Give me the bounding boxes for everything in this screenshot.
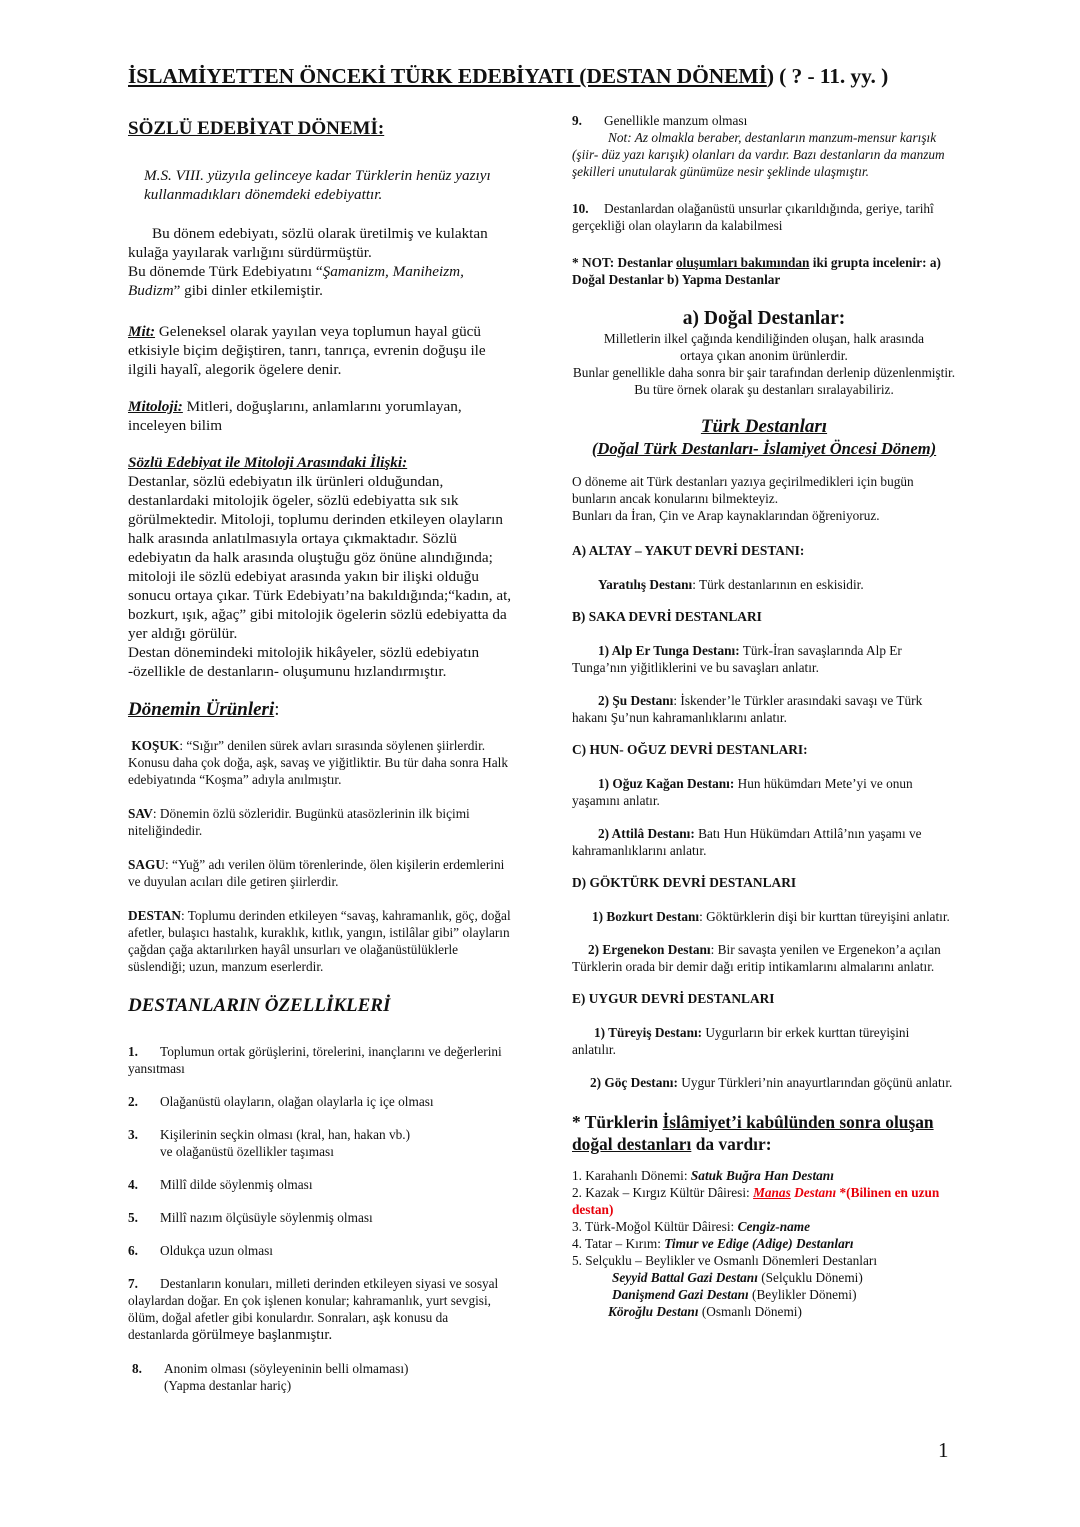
product-item [128,856,512,890]
feature-text: Oldukça uzun olması [160,1243,273,1258]
feature-text: Toplumun ortak görüşlerini, törelerini, inançlarını ve değerlerini yansıtması [128,1044,502,1076]
later-label: 5. Selçuklu – Beylikler ve Osmanlı Dönemleri Destanları [572,1253,878,1268]
destan-item [572,825,956,859]
feature-9-note: Not: Az olmakla beraber, destanların manzum-mensur karışık (şiir- düz yazı karışık) olanları da vardır. Bazı destanların da manzum şekilleri unutularak günümüze nesir şeklinde ulaşmıştır. [572,130,945,179]
destan-name: Yaratılış Destanı [598,577,693,592]
not-underlined: oluşumları bakımından [676,255,810,270]
feature-number: 7. [128,1276,138,1291]
dogal-destanlar-heading: a) Doğal Destanlar: [682,308,846,329]
feature-text-2: ve olağanüstü özellikler taşıması [160,1144,334,1159]
destan-item [572,576,956,593]
feature-9 [572,112,956,129]
product-item [128,805,512,839]
paragraph-2-religions: Şamanizm, Maniheizm, Budizm [128,263,464,299]
feature-10 [572,200,956,234]
islam-sonrasi-heading [572,1111,956,1155]
not-destanlar [572,254,956,288]
destan-text: Hun hükümdarı Mete’yi ve onun yaşamını anlatır. [572,776,913,808]
page-title-suffix: ) ( ? - 11. yy. ) [766,64,889,88]
page-number: 1 [938,1438,949,1462]
later-name-manas: Manas [753,1185,791,1200]
page-title-main: İSLAMİYETTEN ÖNCEKİ TÜRK EDEBİYATI (DESTAN DÖNEMİ [128,64,767,88]
feature-item [128,1209,512,1226]
feature-item [128,1242,512,1259]
later-label: 2. Kazak – Kırgız Kültür Dâiresi: [572,1185,754,1200]
later-sub-era: (Selçuklu Dönemi) [757,1270,863,1285]
product-text: : “Yuğ” adı verilen ölüm törenlerinde, ölen kişilerin erdemlerini ve duyulan acıları dile getiren şiirlerdir. [128,857,505,889]
later-sub-name: Danişmend Gazi Destanı [612,1287,749,1302]
later-item [572,1235,956,1252]
destan-text: : Türk destanlarının en eskisidir. [692,577,864,592]
destan-item [572,908,956,925]
product-text: : “Sığır” denilen sürek avları sırasında söylenen şiirlerdir. Konusu daha çok doğa, aşk, savaş ve yiğitliktir. Bu tür daha sonra Halk edebiyatında “Koşma” adıyla anılmıştır. [128,738,508,787]
destan-name: 2) Şu Destanı [598,693,674,708]
later-sub-item [572,1303,956,1320]
turk-destanlari-heading: Türk Destanları [700,416,828,437]
feature-text: Destanlardan olağanüstü unsurlar çıkarıldığında, geriye, tarihî gerçekliği olan olayların da kalabilmesi [572,201,934,233]
mitoloji-definition [128,397,512,435]
mitoloji-def: Mitleri, doğuşlarını, anlamlarını yorumlayan, inceleyen bilim [128,398,462,434]
period-heading: B) SAKA DEVRİ DESTANLARI [572,609,762,624]
destan-name: 2) Attilâ Destanı: [598,826,695,841]
right-column [572,112,956,1320]
paragraph-1: Bu dönem edebiyatı, sözlü olarak üretilmiş ve kulaktan kulağa yayılarak varlığını sürdürmüştür. [128,225,488,261]
feature-text-2: (Yapma destanlar hariç) [164,1378,292,1393]
feature-number: 8. [132,1361,142,1376]
iliski-text-2: Destan dönemindeki mitolojik hikâyeler, sözlü edebiyatın -özellikle de destanların- oluşumunu hızlandırmıştır. [128,644,480,680]
urunler-colon: : [274,699,280,720]
destan-item [572,642,956,676]
turk-destanlari-subheading: (Doğal Türk Destanları- İslamiyet Öncesi Dönem) [591,439,937,458]
destan-text: Türk-İran savaşlarında Alp Er Tunga’nın yiğitliklerini ve bu savaşları anlatır. [572,643,902,675]
islam-underlined-2: doğal destanları [572,1134,692,1154]
feature-item [128,1043,512,1077]
later-sub-item [572,1269,956,1286]
feature-text: Genellikle manzum olması [604,113,748,128]
feature-number: 4. [128,1177,138,1192]
period-heading: C) HUN- OĞUZ DEVRİ DESTANLARI: [572,742,808,757]
feature-item [128,1176,512,1193]
later-name: Satuk Buğra Han Destanı [690,1168,834,1183]
later-label: 3. Türk-Moğol Kültür Dâiresi: [572,1219,738,1234]
product-item [128,907,512,975]
period-heading: A) ALTAY – YAKUT DEVRİ DESTANI: [572,543,805,558]
sozlu-edebiyat-heading: SÖZLÜ EDEBİYAT DÖNEMİ: [128,118,385,139]
feature-number: 5. [128,1210,138,1225]
feature-number: 10. [572,201,589,216]
not-post: iki grupta incelenir: a) Doğal Destanlar b) Yapma Destanlar [572,255,941,287]
feature-number: 2. [128,1094,138,1109]
features-list [128,1043,512,1394]
product-term: KOŞUK [131,738,180,753]
islam-post: da vardır: [691,1134,772,1154]
product-text: : Toplumu derinden etkileyen “savaş, kahramanlık, göç, doğal afetler, bulaşıcı hastalık, kuraklık, kıtlık, yangın, istilâlar gibi” olayların çağdan çağa aktarılırken hayâl unsurları ve olağanüstülüklerle süslendiği; uzun, manzum eserlerdir. [128,908,511,974]
later-sub-era: (Osmanlı Dönemi) [698,1304,802,1319]
product-item [128,737,512,788]
mitoloji-term: Mitoloji: [128,398,183,415]
destan-text: Uygur Türkleri’nin anayurtlarından göçünü anlatır. [677,1075,953,1090]
feature-number: 9. [572,113,582,128]
feature-item [128,1275,512,1344]
product-term: DESTAN [128,908,181,923]
mit-term: Mit: [128,323,156,340]
feature-text: Millî nazım ölçüsüyle söylenmiş olması [160,1210,373,1225]
later-item [572,1218,956,1235]
later-sub-item [572,1286,956,1303]
later-label: 1. Karahanlı Dönemi: [572,1168,691,1183]
mit-def: Geleneksel olarak yayılan veya toplumun hayal gücü etkisiyle biçim değiştiren, tanrı, tanrıça, evrenin doğuşu ile ilgili hayalî, alegorik ögelere denir. [128,323,486,378]
feature-text: Millî dilde söylenmiş olması [160,1177,313,1192]
products-list [128,737,512,975]
feature-item [128,1093,512,1110]
destan-item [572,775,956,809]
destan-text: : Göktürklerin dişi bir kurttan türeyişini anlatır. [699,909,950,924]
feature-text: Kişilerinin seçkin olması (kral, han, hakan vb.) [160,1127,410,1142]
feature-item [128,1360,512,1394]
destan-name: 1) Bozkurt Destanı [592,909,700,924]
feature-number: 6. [128,1243,138,1258]
urunler-heading [128,699,512,721]
feature-item [128,1126,512,1160]
destan-text: : İskender’le Türkler arasındaki savaşı ve Türk hakanı Şu’nun kahramanlıklarını anlatır. [572,693,923,725]
later-sub-era: (Beylikler Dönemi) [748,1287,857,1302]
destan-name: 1) Alp Er Tunga Destanı: [598,643,740,658]
destan-text: : Bir savaşta yenilen ve Ergenekon’a açılan Türklerin orada bir demir dağı eritip intikamlarını almalarını anlatır. [572,942,941,974]
later-label: 4. Tatar – Kırım: [572,1236,665,1251]
destan-item [572,692,956,726]
dogal-text-2: Bunlar genellikle daha sonra bir şair tarafından derlenip düzenlenmiştir. Bu türe örnek olarak şu destanları sıralayabiliriz. [572,365,956,397]
later-item [572,1252,956,1269]
later-sub-name: Seyyid Battal Gazi Destanı [612,1270,758,1285]
product-text: : Dönemin özlü sözleridir. Bugünkü atasözlerinin ilk biçimi niteliğindedir. [128,806,470,838]
later-name: Timur ve Edige (Adige) Destanları [664,1236,854,1251]
later-name-destani: Destanı [790,1185,837,1200]
turk-text-1: O döneme ait Türk destanları yazıya geçirilmedikleri için bugün bunların ancak konularını bilmekteyiz. [572,474,914,506]
feature-number: 1. [128,1044,138,1059]
later-sub-name: Köroğlu Destanı [608,1304,699,1319]
destan-name: 1) Türeyiş Destanı: [594,1025,703,1040]
islam-pre: * Türklerin [572,1112,663,1132]
not-pre: * NOT: Destanlar [572,255,677,270]
intro-text: M.S. VIII. yüzyıla gelinceye kadar Türklerin henüz yazıyı kullanmadıkları dönemdeki edebiyattır. [144,167,491,203]
later-item [572,1167,956,1184]
islam-underlined-1: İslâmiyet’i kabûlünden sonra oluşan [662,1112,934,1132]
feature-text: Olağanüstü olayların, olağan olaylarla iç içe olması [160,1094,434,1109]
iliski-text: Destanlar, sözlü edebiyatın ilk ürünleri olduğundan, destanlardaki mitolojik ögeler, sözlü edebiyatta sık sık görülmektedir. Mitoloji, toplumu derinden etkileyen olayların halk arasında anlatılmasıyla ortaya çıkmaktadır. Sözlü edebiyatın da halk arasında oluştuğu göz önüne alındığında; mitoloji ile sözlü edebiyat arasında yakın bir ilişki olduğu sonucu ortaya çıkar. Türk Edebiyatı’na bakıldığında;“kadın, at, bozkurt, ışık, ağaç” gibi mitolojik ögelerin sözlü edebiyatta da yer aldığı görülür. [128,473,512,642]
mit-definition [128,322,512,379]
period-heading: E) UYGUR DEVRİ DESTANLARI [572,991,775,1006]
destan-item [572,1074,956,1091]
later-item [572,1184,956,1218]
ozellikler-heading: DESTANLARIN ÖZELLİKLERİ [128,995,391,1016]
feature-text: Anonim olması (söyleyeninin belli olmaması) [164,1361,409,1376]
destan-item [572,941,956,975]
paragraph-2-post: ” gibi dinler etkilemiştir. [173,282,323,299]
feature-text: Destanların konuları, milleti derinden etkileyen siyasi ve sosyal olaylardan doğar. En çok işlenen konular; kahramanlık, yurt sevgisi, ölüm, doğal afetler gibi konulardır. Sonraları, aşk konusu da destanlarda [128,1276,499,1342]
feature-text-big: görülmeye başlanmıştır. [191,1327,333,1343]
destan-text: Batı Hun Hükümdarı Attilâ’nın yaşamı ve kahramanlıklarını anlatır. [572,826,922,858]
destan-text: Uygurların bir erkek kurttan türeyişini anlatılır. [572,1025,910,1057]
left-column [128,112,512,1410]
feature-number: 3. [128,1127,138,1142]
destan-item [572,1024,956,1058]
iliski-heading: Sözlü Edebiyat ile Mitoloji Arasındaki İlişki: [128,454,408,471]
destan-name: 2) Göç Destanı: [590,1075,678,1090]
paragraph-2 [128,262,512,300]
page-title [128,64,1028,89]
destan-name: 1) Oğuz Kağan Destanı: [598,776,735,791]
turk-text-2: Bunları da İran, Çin ve Arap kaynaklarından öğreniyoruz. [572,508,880,523]
product-term: SAV [128,806,153,821]
destan-name: 2) Ergenekon Destanı [588,942,711,957]
later-name: Cengiz-name [737,1219,810,1234]
period-heading: D) GÖKTÜRK DEVRİ DESTANLARI [572,875,797,890]
urunler-heading-text: Dönemin Ürünleri [128,699,275,720]
dogal-text-1: Milletlerin ilkel çağında kendiliğinden oluşan, halk arasında ortaya çıkan anonim ürünlerdir. [603,331,925,363]
later-note: *(Bilinen en uzun destan) [572,1185,940,1217]
product-term: SAGU [128,857,165,872]
later-destanlar-list [572,1167,956,1320]
paragraph-2-pre: Bu dönemde Türk Edebiyatını “ [128,263,323,280]
